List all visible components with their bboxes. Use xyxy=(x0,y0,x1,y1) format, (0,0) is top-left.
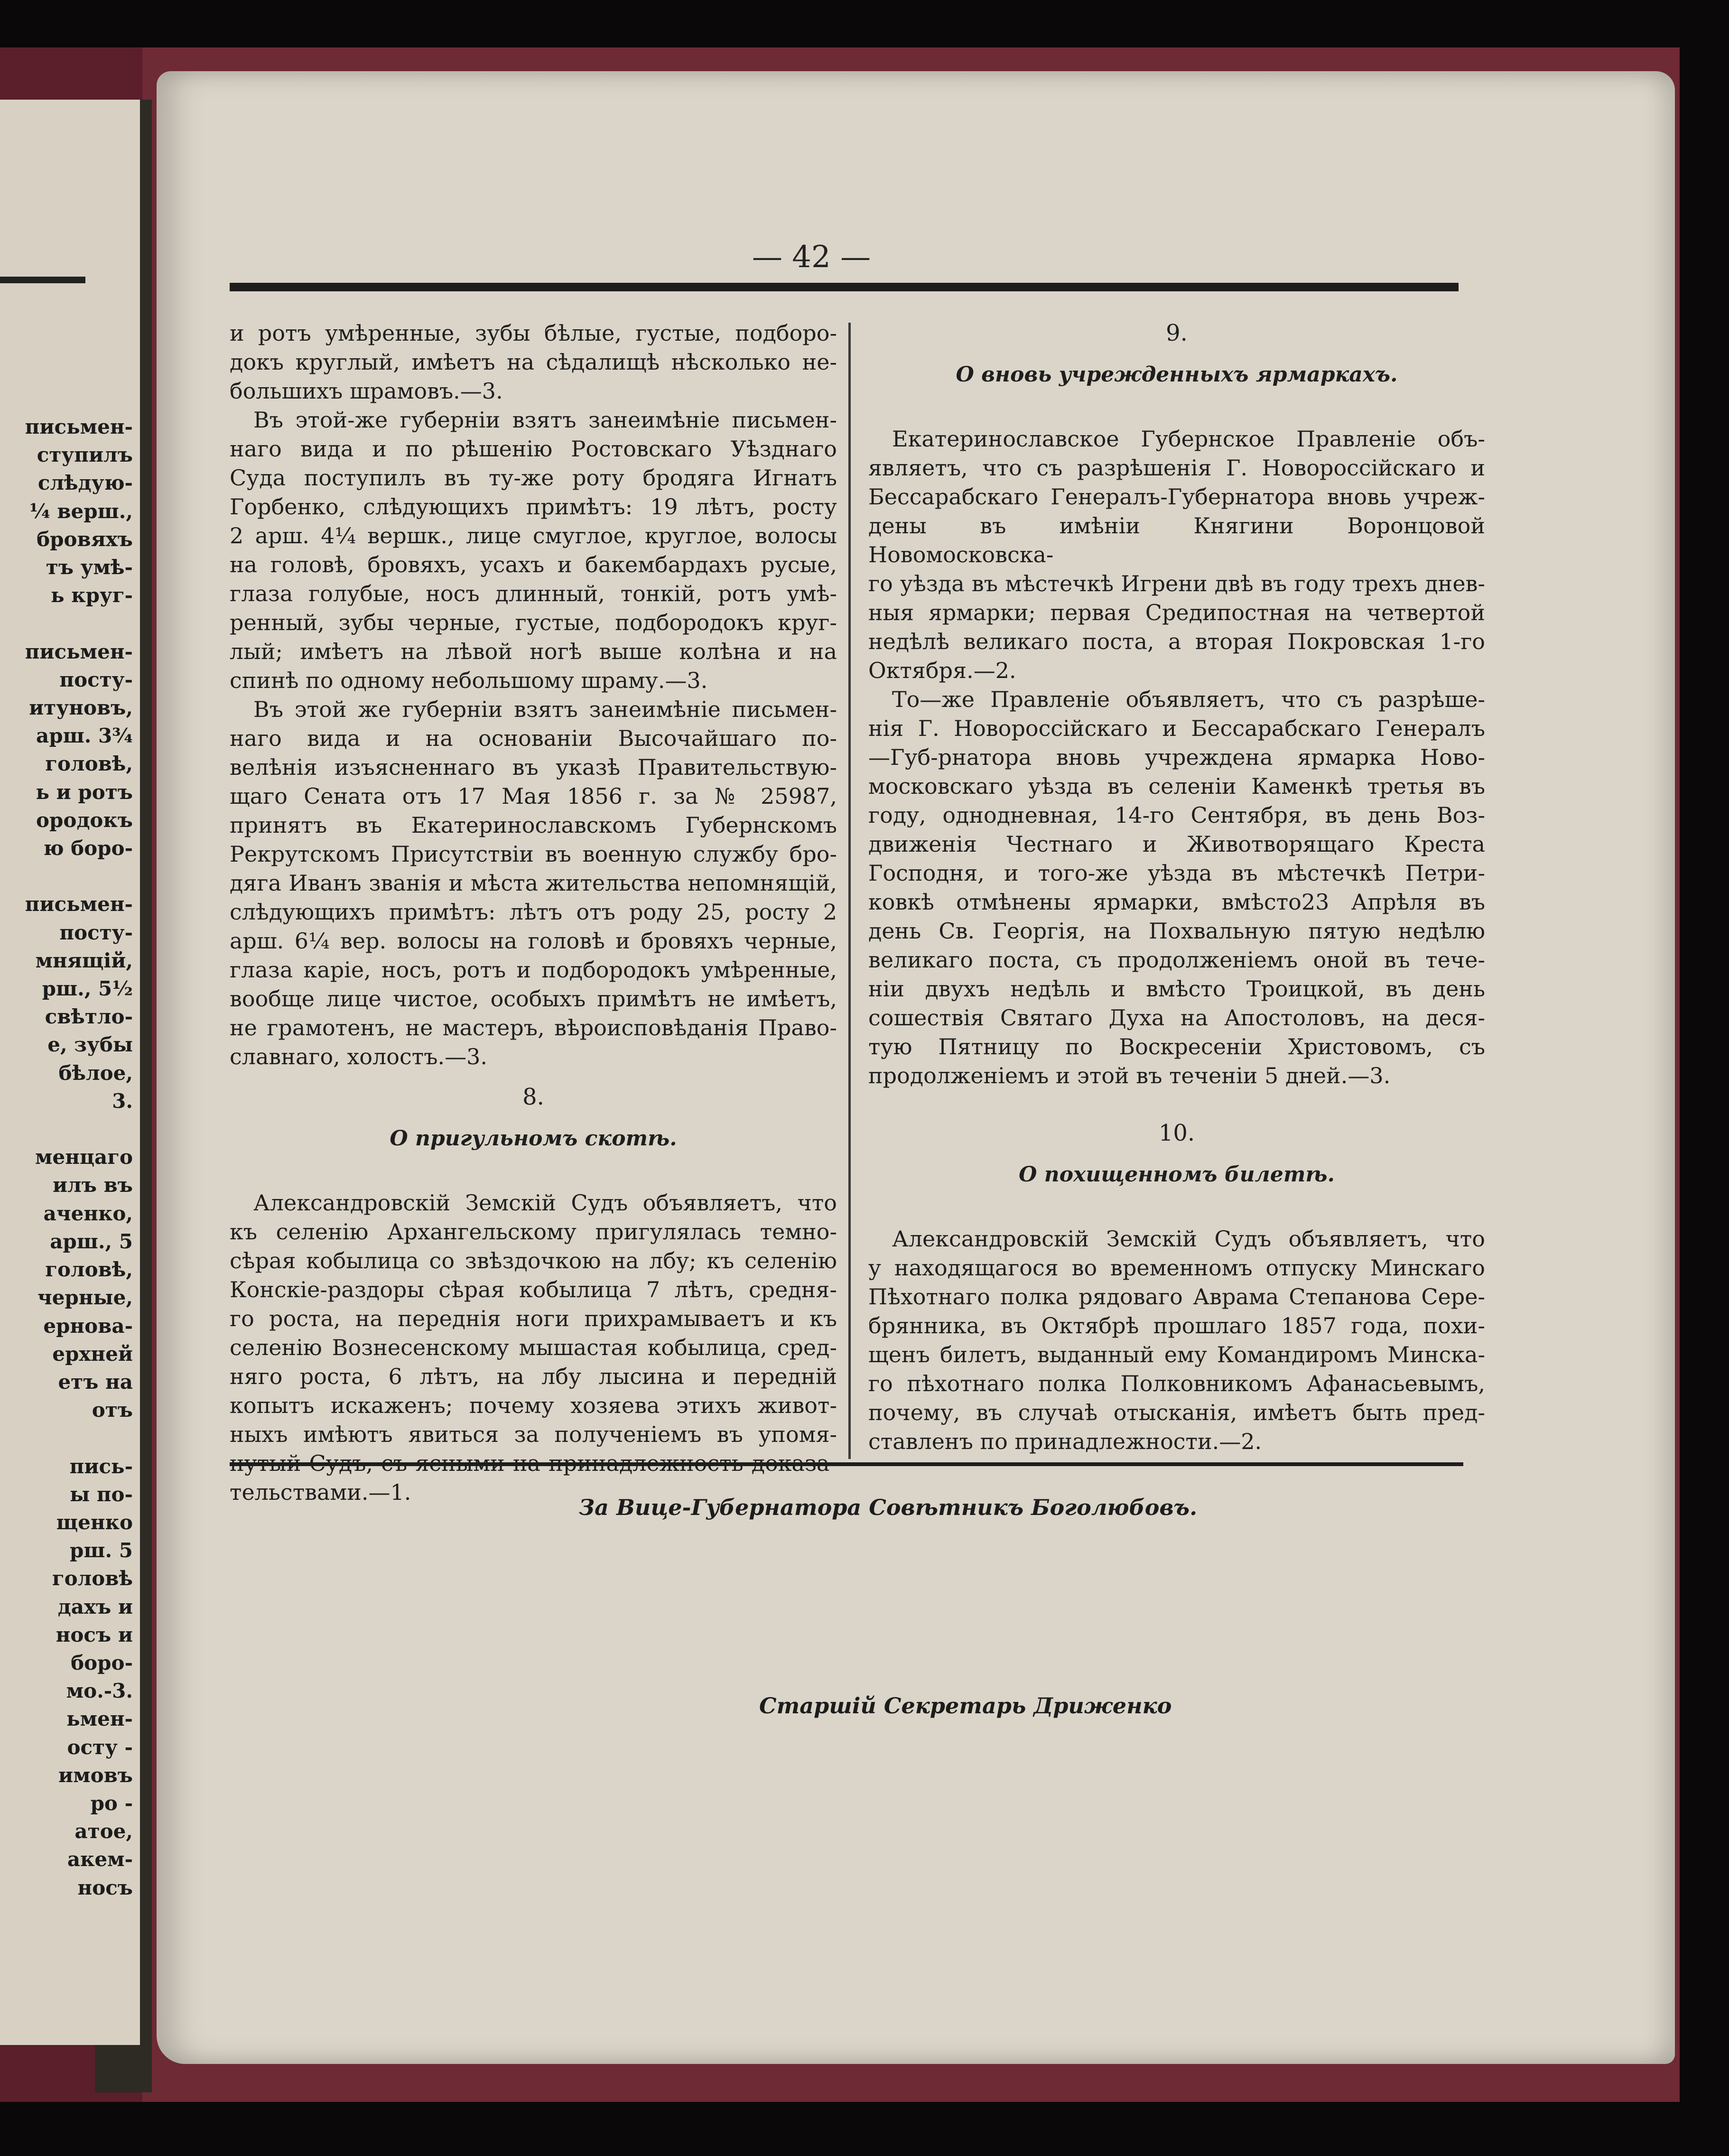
secretary-signature: Старшій Секретарь Дриженко xyxy=(759,1693,1172,1719)
facing-page-text xyxy=(0,413,133,1902)
facing-page-line: ерхней xyxy=(52,1342,133,1366)
paragraph xyxy=(868,425,1485,685)
facing-page-line: бровяхъ xyxy=(37,527,133,551)
text-line: и ротъ умѣренные, зубы бѣлые, густые, подборо- xyxy=(230,320,837,346)
text-line: день Св. Георгія, на Похвальную пятую недѣлю xyxy=(868,918,1485,944)
facing-page-line: аченко, xyxy=(43,1201,133,1225)
facing-page-line: головѣ, xyxy=(45,1258,133,1282)
facing-page-line: пись- xyxy=(69,1454,133,1478)
text-line: сошествія Святаго Духа на Апостоловъ, на деся- xyxy=(868,1005,1485,1031)
facing-page-line: дахъ и xyxy=(57,1595,133,1618)
facing-page-line: боро- xyxy=(71,1651,133,1674)
facing-page-line: ородокъ xyxy=(36,808,133,832)
paragraph xyxy=(868,685,1485,1090)
text-line: нія Г. Новороссійскаго и Бессарабскаго Генералъ xyxy=(868,716,1485,741)
article-9-title: О вновь учрежденныхъ ярмаркахъ. xyxy=(956,362,1398,387)
facing-page-line: рш., 5½ xyxy=(42,977,133,1001)
paragraph xyxy=(230,406,837,695)
facing-page-line: письмен- xyxy=(25,415,133,438)
facing-page-line: ьмен- xyxy=(66,1707,133,1731)
paragraph xyxy=(230,695,837,1071)
text-line: Господня, и того-же уѣзда въ мѣстечкѣ Петри- xyxy=(868,860,1485,886)
facing-page-line: илъ въ xyxy=(52,1173,133,1197)
facing-page-line: акем- xyxy=(67,1848,133,1871)
text-line: московскаго уѣзда въ селеніи Каменкѣ третья въ xyxy=(868,773,1485,799)
text-line: ставленъ по принадлежности.—2. xyxy=(868,1429,1262,1454)
page-number: — 42 — xyxy=(752,240,871,275)
facing-page-line: ь круг- xyxy=(51,584,133,607)
text-line: щенъ билетъ, выданный ему Командиромъ Минска- xyxy=(868,1342,1485,1367)
text-line: селенію Вознесенскому мышастая кобылица, сред- xyxy=(230,1335,837,1360)
text-line: славнаго, холостъ.—3. xyxy=(230,1044,487,1069)
facing-page-line xyxy=(0,1424,133,1452)
facing-page-line: арш. 3¾ xyxy=(36,724,133,748)
facing-page-line: головѣ xyxy=(52,1567,133,1590)
facing-page-line: 3. xyxy=(112,1089,133,1113)
text-line: ныя ярмарки; первая Средипостная на четвертой xyxy=(868,600,1485,625)
facing-page-line: е, зубы xyxy=(47,1033,133,1057)
text-line: Суда поступилъ въ ту-же роту бродяга Игнатъ xyxy=(230,465,837,491)
facing-page-line: имовъ xyxy=(58,1763,133,1787)
text-line: Въ этой-же губерніи взятъ занеимѣніе письмен- xyxy=(253,407,837,433)
text-line: щаго Сената отъ 17 Мая 1856 г. за № 25987, xyxy=(230,783,837,809)
text-line: ніи двухъ недѣль и вмѣсто Троицкой, въ день xyxy=(868,976,1485,1002)
column-divider xyxy=(848,323,851,1459)
text-line: Александровскій Земскій Судъ объявляетъ, что xyxy=(253,1190,837,1216)
text-line: брянника, въ Октябрѣ прошлаго 1857 года, похи- xyxy=(868,1313,1485,1338)
text-line: Горбенко, слѣдующихъ примѣтъ: 19 лѣтъ, росту xyxy=(230,494,837,520)
text-line: сѣрая кобылица со звѣздочкою на лбу; къ селенію xyxy=(230,1248,837,1273)
text-line: не грамотенъ, не мастеръ, вѣроисповѣданія Право- xyxy=(230,1015,837,1041)
text-line: То—же Правленіе объявляетъ, что съ разрѣше- xyxy=(892,687,1485,712)
text-line: глаза голубые, носъ длинный, тонкій, ротъ умѣ- xyxy=(230,581,837,606)
text-line: слѣдующихъ примѣтъ: лѣтъ отъ роду 25, росту 2 xyxy=(230,899,837,925)
text-line: движенія Честнаго и Животворящаго Креста xyxy=(868,831,1485,857)
text-line: у находящагося во временномъ отпуску Минскаго xyxy=(868,1255,1485,1281)
facing-page-line: етъ на xyxy=(58,1370,133,1394)
text-line: году, однодневная, 14-го Сентября, въ день Воз- xyxy=(868,802,1485,828)
text-line: —Губ-рнатора вновь учреждена ярмарка Ново- xyxy=(868,744,1485,770)
text-line: велѣнія изъясненнаго въ указѣ Правительствую- xyxy=(230,754,837,780)
facing-page-line: посту- xyxy=(59,920,133,944)
text-line: Конскіе-раздоры сѣрая кобылица 7 лѣтъ, средня- xyxy=(230,1277,837,1302)
text-line: являетъ, что съ разрѣшенія Г. Новороссійскаго и xyxy=(868,455,1485,481)
facing-page-line xyxy=(0,862,133,890)
right-column xyxy=(868,319,1485,1456)
facing-page-line: рш. 5 xyxy=(70,1539,133,1562)
facing-page-line: ро - xyxy=(90,1791,133,1815)
text-line: ныхъ имѣютъ явиться за полученіемъ въ упомя- xyxy=(230,1422,837,1447)
text-line: ренный, зубы черные, густые, подбородокъ круг- xyxy=(230,610,837,635)
facing-page-line: бѣлое, xyxy=(58,1061,133,1085)
article-8-title: О пригульномъ скотѣ. xyxy=(390,1126,677,1151)
text-line: няго роста, 6 лѣтъ, на лбу лысина и передній xyxy=(230,1364,837,1389)
facing-page-line: тъ умѣ- xyxy=(46,556,133,579)
text-line: продолженіемъ и этой въ теченіи 5 дней.—3. xyxy=(868,1063,1391,1088)
text-line: дяга Иванъ званія и мѣста жительства непомнящій, xyxy=(230,870,837,896)
facing-page-line: носъ и xyxy=(56,1623,133,1646)
facing-page-line: менцаго xyxy=(35,1145,133,1169)
text-line: тельствами.—1. xyxy=(230,1479,411,1505)
facing-page-line: мнящій, xyxy=(35,948,133,972)
text-line: на головѣ, бровяхъ, усахъ и бакембардахъ русые, xyxy=(230,552,837,577)
vice-governor-signature: За Вице-Губернатора Совѣтникъ Боголюбовъ. xyxy=(579,1495,1198,1520)
facing-page-line: письмен- xyxy=(25,892,133,916)
text-line: недѣлѣ великаго поста, а вторая Покровская 1-го xyxy=(868,629,1485,654)
facing-page-line xyxy=(0,609,133,637)
text-line: большихъ шрамовъ.—3. xyxy=(230,378,503,404)
article-10-body xyxy=(868,1225,1485,1456)
text-line: нутый Судъ, съ ясными на принадлежность доказа- xyxy=(230,1450,837,1476)
left-column xyxy=(230,319,837,1507)
text-line: докъ круглый, имѣетъ на сѣдалищѣ нѣсколько не- xyxy=(230,349,837,375)
text-line: великаго поста, съ продолженіемъ оной въ тече- xyxy=(868,947,1485,973)
text-line: наго вида и по рѣшенію Ростовскаго Уѣзднаго xyxy=(230,436,837,462)
facing-page-line: посту- xyxy=(59,668,133,691)
article-9-number: 9. xyxy=(1166,320,1188,346)
facing-page-line: ы по- xyxy=(70,1482,133,1506)
facing-page-line: письмен- xyxy=(25,640,133,663)
text-line: 2 арш. 4¼ вершк., лице смуглое, круглое, волосы xyxy=(230,523,837,548)
facing-page-line: ернова- xyxy=(43,1314,133,1338)
text-line: глаза каріе, носъ, ротъ и подбородокъ умѣренные, xyxy=(230,957,837,983)
facing-page-line: ступилъ xyxy=(37,443,133,467)
text-line: го уѣзда въ мѣстечкѣ Игрени двѣ въ году трехъ днев- xyxy=(868,571,1485,596)
facing-page-line: отъ xyxy=(92,1398,133,1422)
text-line: го роста, на переднія ноги прихрамываетъ и къ xyxy=(230,1306,837,1331)
facing-page-line: ю боро- xyxy=(43,836,133,860)
text-line: Екатеринославское Губернское Правленіе объ- xyxy=(892,426,1485,452)
text-line: го пѣхотнаго полка Полковникомъ Афанасьевымъ, xyxy=(868,1371,1485,1396)
facing-page-rule xyxy=(0,277,85,283)
facing-page-line: осту - xyxy=(67,1735,133,1759)
article-8-number: 8. xyxy=(522,1084,544,1110)
text-line: арш. 6¼ вер. волосы на головѣ и бровяхъ черные, xyxy=(230,928,837,954)
text-line: лый; имѣетъ на лѣвой ногѣ выше колѣна и на xyxy=(230,639,837,664)
text-line: тую Пятницу по Воскресеніи Христовомъ, съ xyxy=(868,1034,1485,1059)
facing-page-line: свѣтло- xyxy=(45,1005,133,1029)
text-line: Октября.—2. xyxy=(868,658,1016,683)
facing-page-line: арш., 5 xyxy=(50,1229,133,1253)
text-line: наго вида и на основаніи Высочайшаго по- xyxy=(230,725,837,751)
facing-page-left xyxy=(0,100,140,2045)
paragraph xyxy=(230,319,837,406)
facing-page-line: мо.-3. xyxy=(66,1679,133,1703)
text-line: Бессарабскаго Генералъ-Губернатора вновь учреж- xyxy=(868,484,1485,510)
text-line: ковкѣ отмѣнены ярмарки, вмѣсто23 Апрѣля въ xyxy=(868,889,1485,915)
facing-page-line: слѣдую- xyxy=(37,471,133,495)
article-8-body xyxy=(230,1189,837,1507)
text-line: принятъ въ Екатеринославскомъ Губернскомъ xyxy=(230,812,837,838)
text-line: копытъ искаженъ; почему хозяева этихъ живот- xyxy=(230,1393,837,1418)
text-line: вообще лице чистое, особыхъ примѣтъ не имѣетъ, xyxy=(230,986,837,1012)
text-line: къ селенію Архангельскому пригулялась темно- xyxy=(230,1219,837,1245)
facing-page-line: носъ xyxy=(77,1876,133,1899)
facing-page-line: щенко xyxy=(56,1510,133,1534)
text-line: Рекрутскомъ Присутствіи въ военную службу бро- xyxy=(230,841,837,867)
text-line: спинѣ по одному небольшому шраму.—3. xyxy=(230,668,708,693)
facing-page-line: атое, xyxy=(74,1820,133,1843)
left-column-paragraphs xyxy=(230,319,837,1071)
text-line: Въ этой же губерніи взятъ занеимѣніе письмен- xyxy=(253,697,837,722)
facing-page-line: ь и ротъ xyxy=(36,780,133,804)
text-line: Александровскій Земскій Судъ объявляетъ, что xyxy=(892,1226,1485,1252)
facing-page-line: итуновъ, xyxy=(29,696,133,720)
facing-page-line: черные, xyxy=(37,1286,133,1310)
text-line: дены въ имѣніи Княгини Воронцовой Новомосковска- xyxy=(868,513,1485,567)
article-10-number: 10. xyxy=(1158,1120,1195,1146)
facing-page-line xyxy=(0,1115,133,1143)
facing-page-line: ¼ верш., xyxy=(29,499,133,523)
text-line: Пѣхотнаго полка рядоваго Аврама Степанова Сере- xyxy=(868,1284,1485,1310)
header-rule xyxy=(230,283,1459,291)
text-line: почему, въ случаѣ отысканія, имѣетъ быть пред- xyxy=(868,1400,1485,1425)
article-10-title: О похищенномъ билетѣ. xyxy=(1019,1162,1335,1187)
facing-page-line: головѣ, xyxy=(45,752,133,776)
article-9-body xyxy=(868,425,1485,1090)
